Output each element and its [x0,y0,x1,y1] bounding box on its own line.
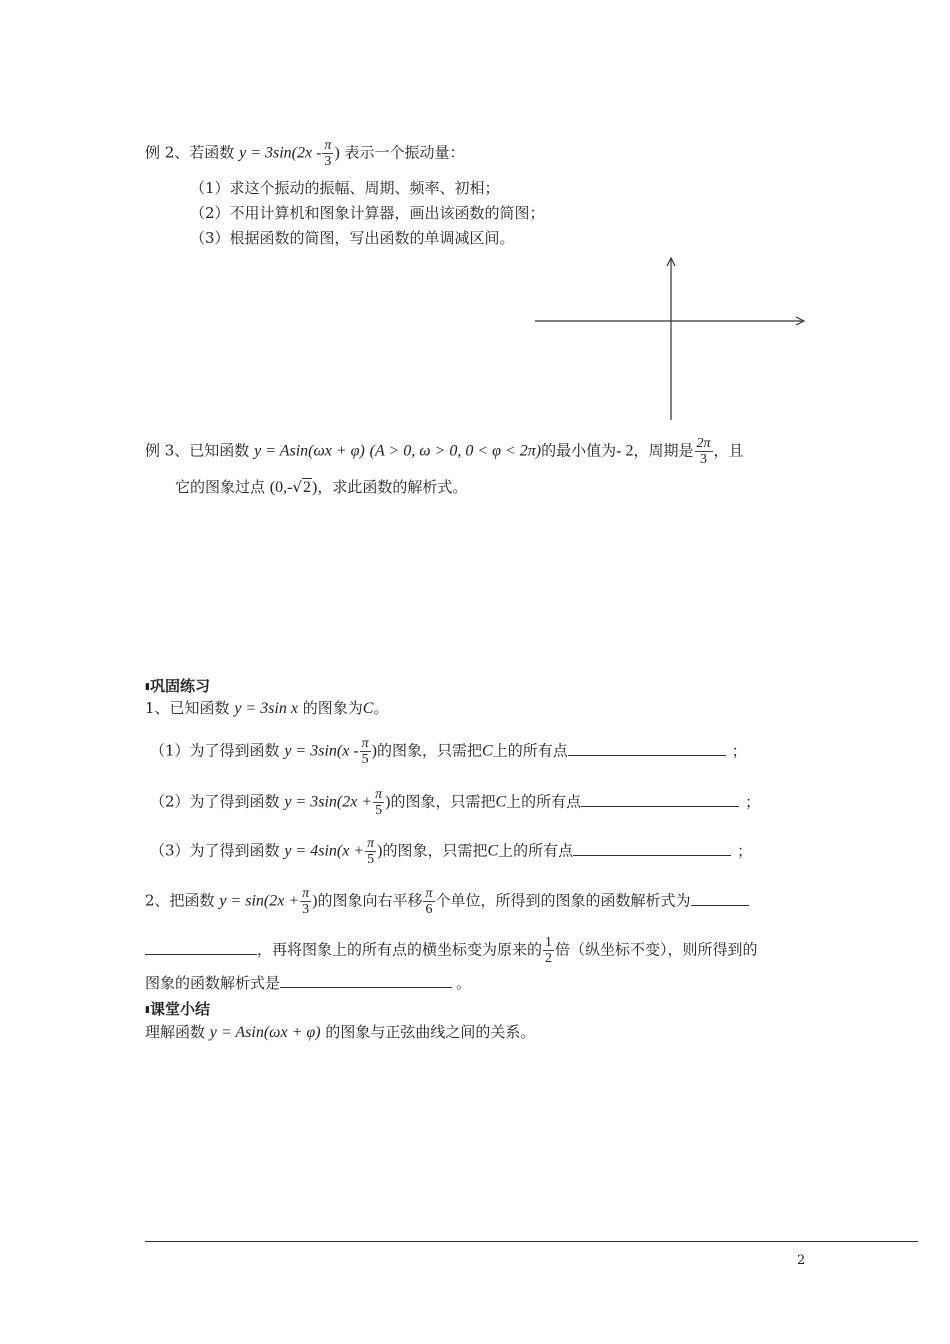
example3-text-period: ，周期是 [633,441,694,460]
sub1-end: ； [731,741,747,760]
example2-formula-post: ) [334,144,340,162]
example3-point-post: ) [312,479,318,496]
practice-1-end: 。 [373,699,389,717]
practice-2-answer-blank-1b[interactable] [145,940,257,955]
example2-frac-den: 3 [324,154,332,169]
practice-1-mid: 的图象为 [302,699,363,717]
sub1-formula-post: ) [371,742,377,760]
practice-2-shift-num: π [425,886,433,901]
example3-period-num: 2π [696,436,711,451]
practice-1-curve-c: C [362,700,374,717]
practice-2-line3 [145,973,471,993]
sub2-frac-num: π [375,787,383,802]
example3-point-sqrt: 2 [303,479,312,496]
sub3-mid: 的图象，只需把 [382,841,488,860]
example2-head: 例 2、若函数 [145,143,235,162]
practice-2-fraction [300,886,311,917]
example3-min-value: - 2 [616,442,634,460]
sub3-formula-post: ) [377,842,383,860]
sub3-tail: 上的所有点 [498,841,574,860]
summary-line [145,1022,535,1043]
practice-2-head: 2、把函数 [145,891,215,910]
summary-formula: y = Asin(ωx + φ) [209,1024,321,1041]
practice-2-line2-text: ，再将图象上的所有点的横坐标变为原来的 [257,940,543,959]
sub3-formula-pre: y = 4sin(x + [284,842,365,860]
practice-2-line3-end: 。 [456,974,472,992]
example3-text-point: 它的图象过点 [175,478,266,496]
sub3-curve-c: C [487,842,499,860]
sub2-curve-c: C [495,793,507,811]
sub2-formula-pre: y = 3sin(2x + [284,793,373,811]
sub1-curve-c: C [482,742,493,760]
footer-rule [145,1241,918,1242]
sub1-tail: 上的所有点 [492,741,568,760]
practice-2-answer-blank-2[interactable] [280,973,452,988]
practice-title [145,676,210,697]
practice-1-line [145,698,388,719]
example2-line [145,138,465,169]
practice-2-answer-blank-1a[interactable] [691,891,749,906]
sub2-end: ； [745,792,761,811]
practice-2-half-den: 2 [545,951,553,966]
sub2-tail: 上的所有点 [506,792,582,811]
page-number: 2 [797,1253,806,1268]
sub2-head: （2）为了得到函数 [150,792,280,811]
sub1-answer-blank[interactable] [568,741,726,756]
practice-1-sub-2 [150,787,760,818]
example3-point-pre: (0,- [269,479,293,496]
example3-condition: (A > 0, ω > 0, 0 < φ < 2π) [369,442,542,460]
sub1-mid: 的图象，只需把 [377,741,483,760]
practice-2-half-fraction [543,935,554,966]
practice-1-sub-3 [150,836,752,867]
sub3-head: （3）为了得到函数 [150,841,280,860]
summary-title-text: 课堂小结 [149,1000,210,1018]
practice-2-line3-text: 图象的函数解析式是 [145,974,281,992]
example2-fraction [322,138,333,169]
example2-frac-num: π [324,138,332,153]
sub2-answer-blank[interactable] [581,792,739,807]
example3-text-and: ，且 [713,441,744,460]
practice-2-half-num: 1 [545,935,553,950]
example3-formula: y = Asin(ωx + φ) [254,442,365,460]
practice-2-formula-pre: y = sin(2x + [219,892,300,910]
practice-1-head: 1、已知函数 [145,699,230,717]
practice-1-formula: y = 3sin x [234,700,298,717]
practice-2-line2 [145,935,758,966]
practice-2-shift-den: 6 [425,902,433,917]
practice-2-mid: 的图象向右平移 [317,891,423,910]
example3-text-min: 的最小值为 [541,441,617,460]
example3-period-den: 3 [700,452,707,467]
section-marker-icon: ▮ [145,1005,150,1015]
practice-2-line2-tail: 倍（纵坐标不变），则所得到的 [555,940,758,959]
sub3-fraction [365,836,376,867]
coordinate-axes [530,255,810,423]
sub1-fraction [360,736,371,767]
practice-2-frac-den: 3 [302,902,310,917]
example3-line1 [145,436,744,467]
practice-2-formula-post: ) [312,892,318,910]
practice-1-sub-1 [150,736,747,767]
practice-title-text: 巩固练习 [149,677,210,695]
sub2-frac-den: 5 [375,803,383,818]
sub2-fraction [373,787,384,818]
practice-2-frac-num: π [302,886,310,901]
sub3-frac-num: π [367,836,375,851]
sub1-frac-den: 5 [361,752,369,767]
practice-2-shift-fraction [423,886,434,917]
section-marker-icon: ▮ [145,682,150,692]
summary-text-post: 的图象与正弦曲线之间的关系。 [325,1023,536,1041]
sub1-formula-pre: y = 3sin(x - [284,742,359,760]
example3-period-fraction [695,436,713,467]
summary-text-pre: 理解函数 [145,1023,206,1041]
sub3-frac-den: 5 [367,852,375,867]
sub3-answer-blank[interactable] [573,841,731,856]
example2-tail: 表示一个振动量： [344,143,465,162]
example2-formula-pre: y = 3sin(2x - [239,144,322,162]
example3-line2: 它的图象过点 (0,-√2)，求此函数的解析式。 [175,478,468,496]
sub1-head: （1）为了得到函数 [150,741,280,760]
sub3-end: ； [737,841,753,860]
sub2-formula-post: ) [385,793,391,811]
sub2-mid: 的图象，只需把 [390,792,496,811]
example3-head: 例 3、已知函数 [145,441,250,460]
practice-2-line1 [145,886,749,917]
example2-question-1: （1）求这个振动的振幅、周期、频率、初相； [190,179,500,197]
example2-question-2: （2）不用计算机和图象计算器，画出该函数的简图； [190,204,545,222]
summary-title [145,999,210,1020]
practice-2-tail: 个单位，所得到的图象的函数解析式为 [435,891,691,910]
sub1-frac-num: π [361,736,369,751]
example3-text-end: ，求此函数的解析式。 [317,478,468,496]
example2-question-3: （3）根据函数的简图，写出函数的单调减区间。 [190,229,515,247]
